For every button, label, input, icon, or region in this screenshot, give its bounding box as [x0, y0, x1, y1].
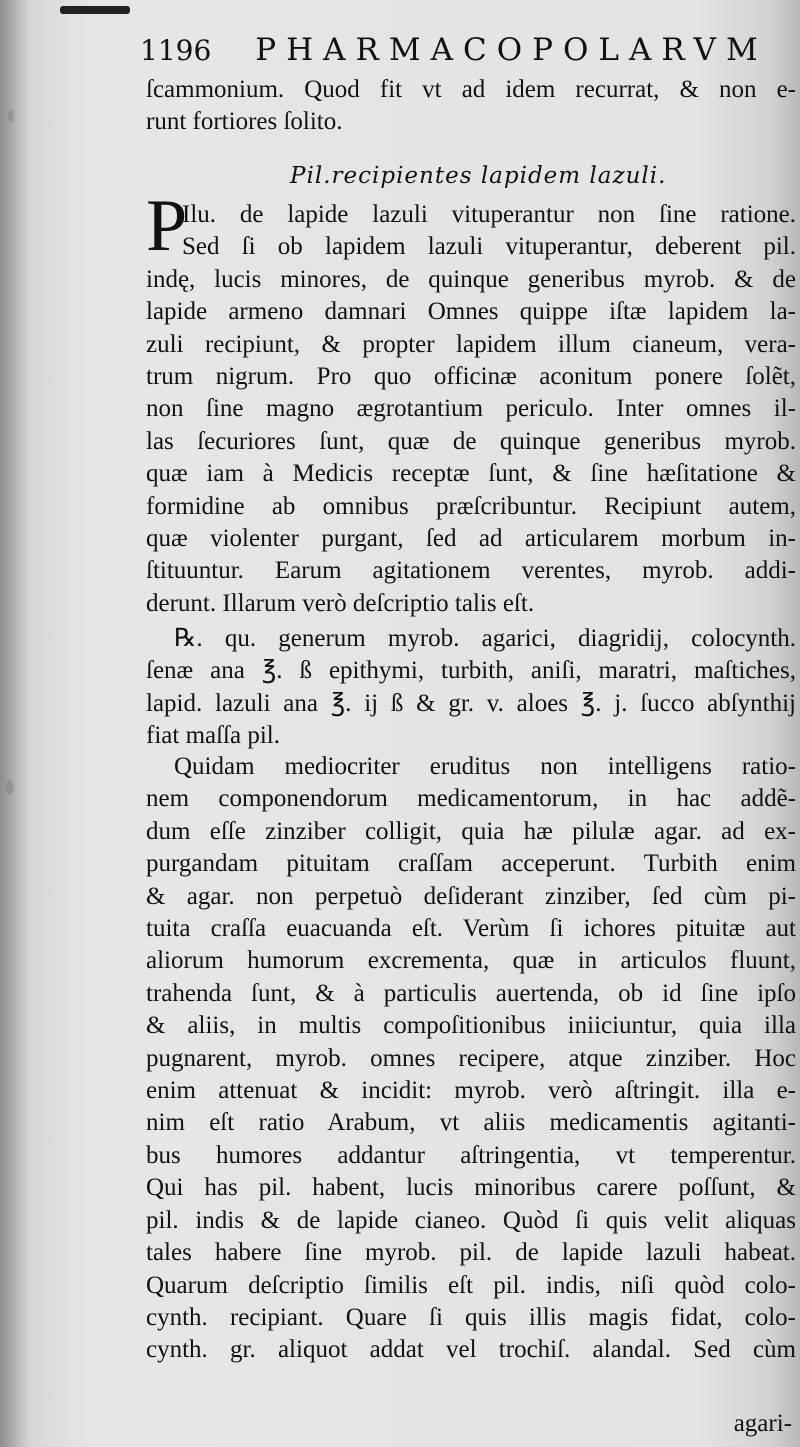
text-line: tuita craſſa euacuanda eſt. Verùm ſi ichores pituitæ aut — [146, 915, 796, 943]
text-line: non ſine magno ægrotantium periculo. Inter omnes il- — [146, 395, 796, 423]
text-line: & aliis, in multis compoſitionibus iniiciuntur, quia illa — [146, 1012, 796, 1040]
text-line: nem componendorum medicamentorum, in hac addẽ- — [146, 785, 796, 813]
drop-cap: P — [146, 185, 188, 267]
text-line: cynth. gr. aliquot addat vel trochiſ. alandal. Sed cùm — [146, 1336, 796, 1364]
text-line: quæ violenter purgant, ſed ad articularem morbum in- — [146, 525, 796, 553]
text-line: enim attenuat & incidit: myrob. verò aſtringit. illa e- — [146, 1077, 796, 1105]
section-heading: Pil.recipientes lapidem lazuli. — [290, 163, 667, 189]
catchword: agari- — [733, 1410, 792, 1437]
text-line: quæ iam à Medicis receptæ ſunt, & ſine hæſitatione & — [146, 460, 796, 488]
text-line: lapid. lazuli ana ℥. ij ß & gr. v. aloes ℥. j. ſucco abſynthij — [146, 689, 796, 717]
text-line: bus humores addantur aſtringentia, vt temperentur. — [146, 1141, 796, 1169]
text-line: Sed ſi ob lapidem lazuli vituperantur, deberent pil. — [182, 233, 796, 261]
text-line: Quidam mediocriter eruditus non intelligens ratio- — [174, 753, 796, 780]
text-line: las ſecuriores ſunt, quæ de quinque generibus myrob. — [146, 427, 796, 455]
text-line: pugnarent, myrob. omnes recipere, atque zinziber. Hoc — [146, 1044, 796, 1072]
text-line: aliorum humorum excrementa, quæ in articulos fluunt, — [146, 947, 796, 975]
intro-text — [146, 74, 796, 139]
paragraph-2 — [146, 751, 796, 1367]
text-line: trahenda ſunt, & à particulis auertenda, ob id ſine ipſo — [146, 979, 796, 1007]
running-title: PHARMACOPOLARVM — [255, 32, 768, 68]
text-line: ſcammonium. Quod fit vt ad idem recurrat, & non e- — [146, 76, 796, 103]
text-line: trum nigrum. Pro quo officinæ aconitum ponere ſolẽt, — [146, 363, 796, 391]
ink-blot — [8, 110, 14, 122]
text-line: dum eſſe zinziber colligit, quia hæ pilulæ agar. ad ex- — [146, 817, 796, 845]
text-line: formidine ab omnibus præſcribuntur. Recipiunt autem, — [146, 492, 796, 520]
text-line: Quarum deſcriptio ſimilis eſt pil. indis, niſi quòd colo- — [146, 1271, 796, 1299]
text-line: Qui has pil. habent, lucis minoribus carere poſſunt, & — [146, 1174, 796, 1202]
page-header — [140, 32, 768, 72]
text-line: & agar. non perpetuò deſiderant zinziber, ſed cùm pi- — [146, 882, 796, 910]
text-line: runt fortiores ſolito. — [146, 108, 343, 136]
text-line: nim eſt ratio Arabum, vt aliis medicamentis agitanti- — [146, 1109, 796, 1137]
text-line: indę, lucis minores, de quinque generibus myrob. & de — [146, 265, 796, 293]
text-line: ℞. qu. generum myrob. agarici, diagridij, colocynth. — [174, 625, 796, 652]
recipe — [146, 623, 796, 753]
text-line: derunt. Illarum verò deſcriptio talis eſt. — [146, 589, 535, 617]
ink-blot — [6, 780, 14, 794]
text-line: Ilu. de lapide lazuli vituperantur non ſine ratione. — [182, 201, 796, 228]
text-line: cynth. recipiant. Quare ſi quis illis magis fidat, colo- — [146, 1303, 796, 1331]
text-line: purgandam pituitam craſſam acceperunt. Turbith enim — [146, 850, 796, 878]
text-line: zuli recipiunt, & propter lapidem illum cianeum, vera- — [146, 330, 796, 358]
paragraph-1 — [146, 199, 796, 620]
text-line: tales habere ſine myrob. pil. de lapide lazuli habeat. — [146, 1239, 796, 1267]
text-line: ſenæ ana ℥. ß epithymi, turbith, aniſi, maratri, maſtiches, — [146, 657, 796, 685]
text-line: lapide armeno damnari Omnes quippe iſtæ lapidem la- — [146, 298, 796, 326]
text-line: ſtituuntur. Earum agitationem verentes, myrob. addi- — [146, 557, 796, 585]
page-number: 1196 — [140, 34, 212, 67]
text-line: fiat maſſa pil. — [146, 722, 280, 750]
text-line: pil. indis & de lapide cianeo. Quòd ſi quis velit aliquas — [146, 1206, 796, 1234]
